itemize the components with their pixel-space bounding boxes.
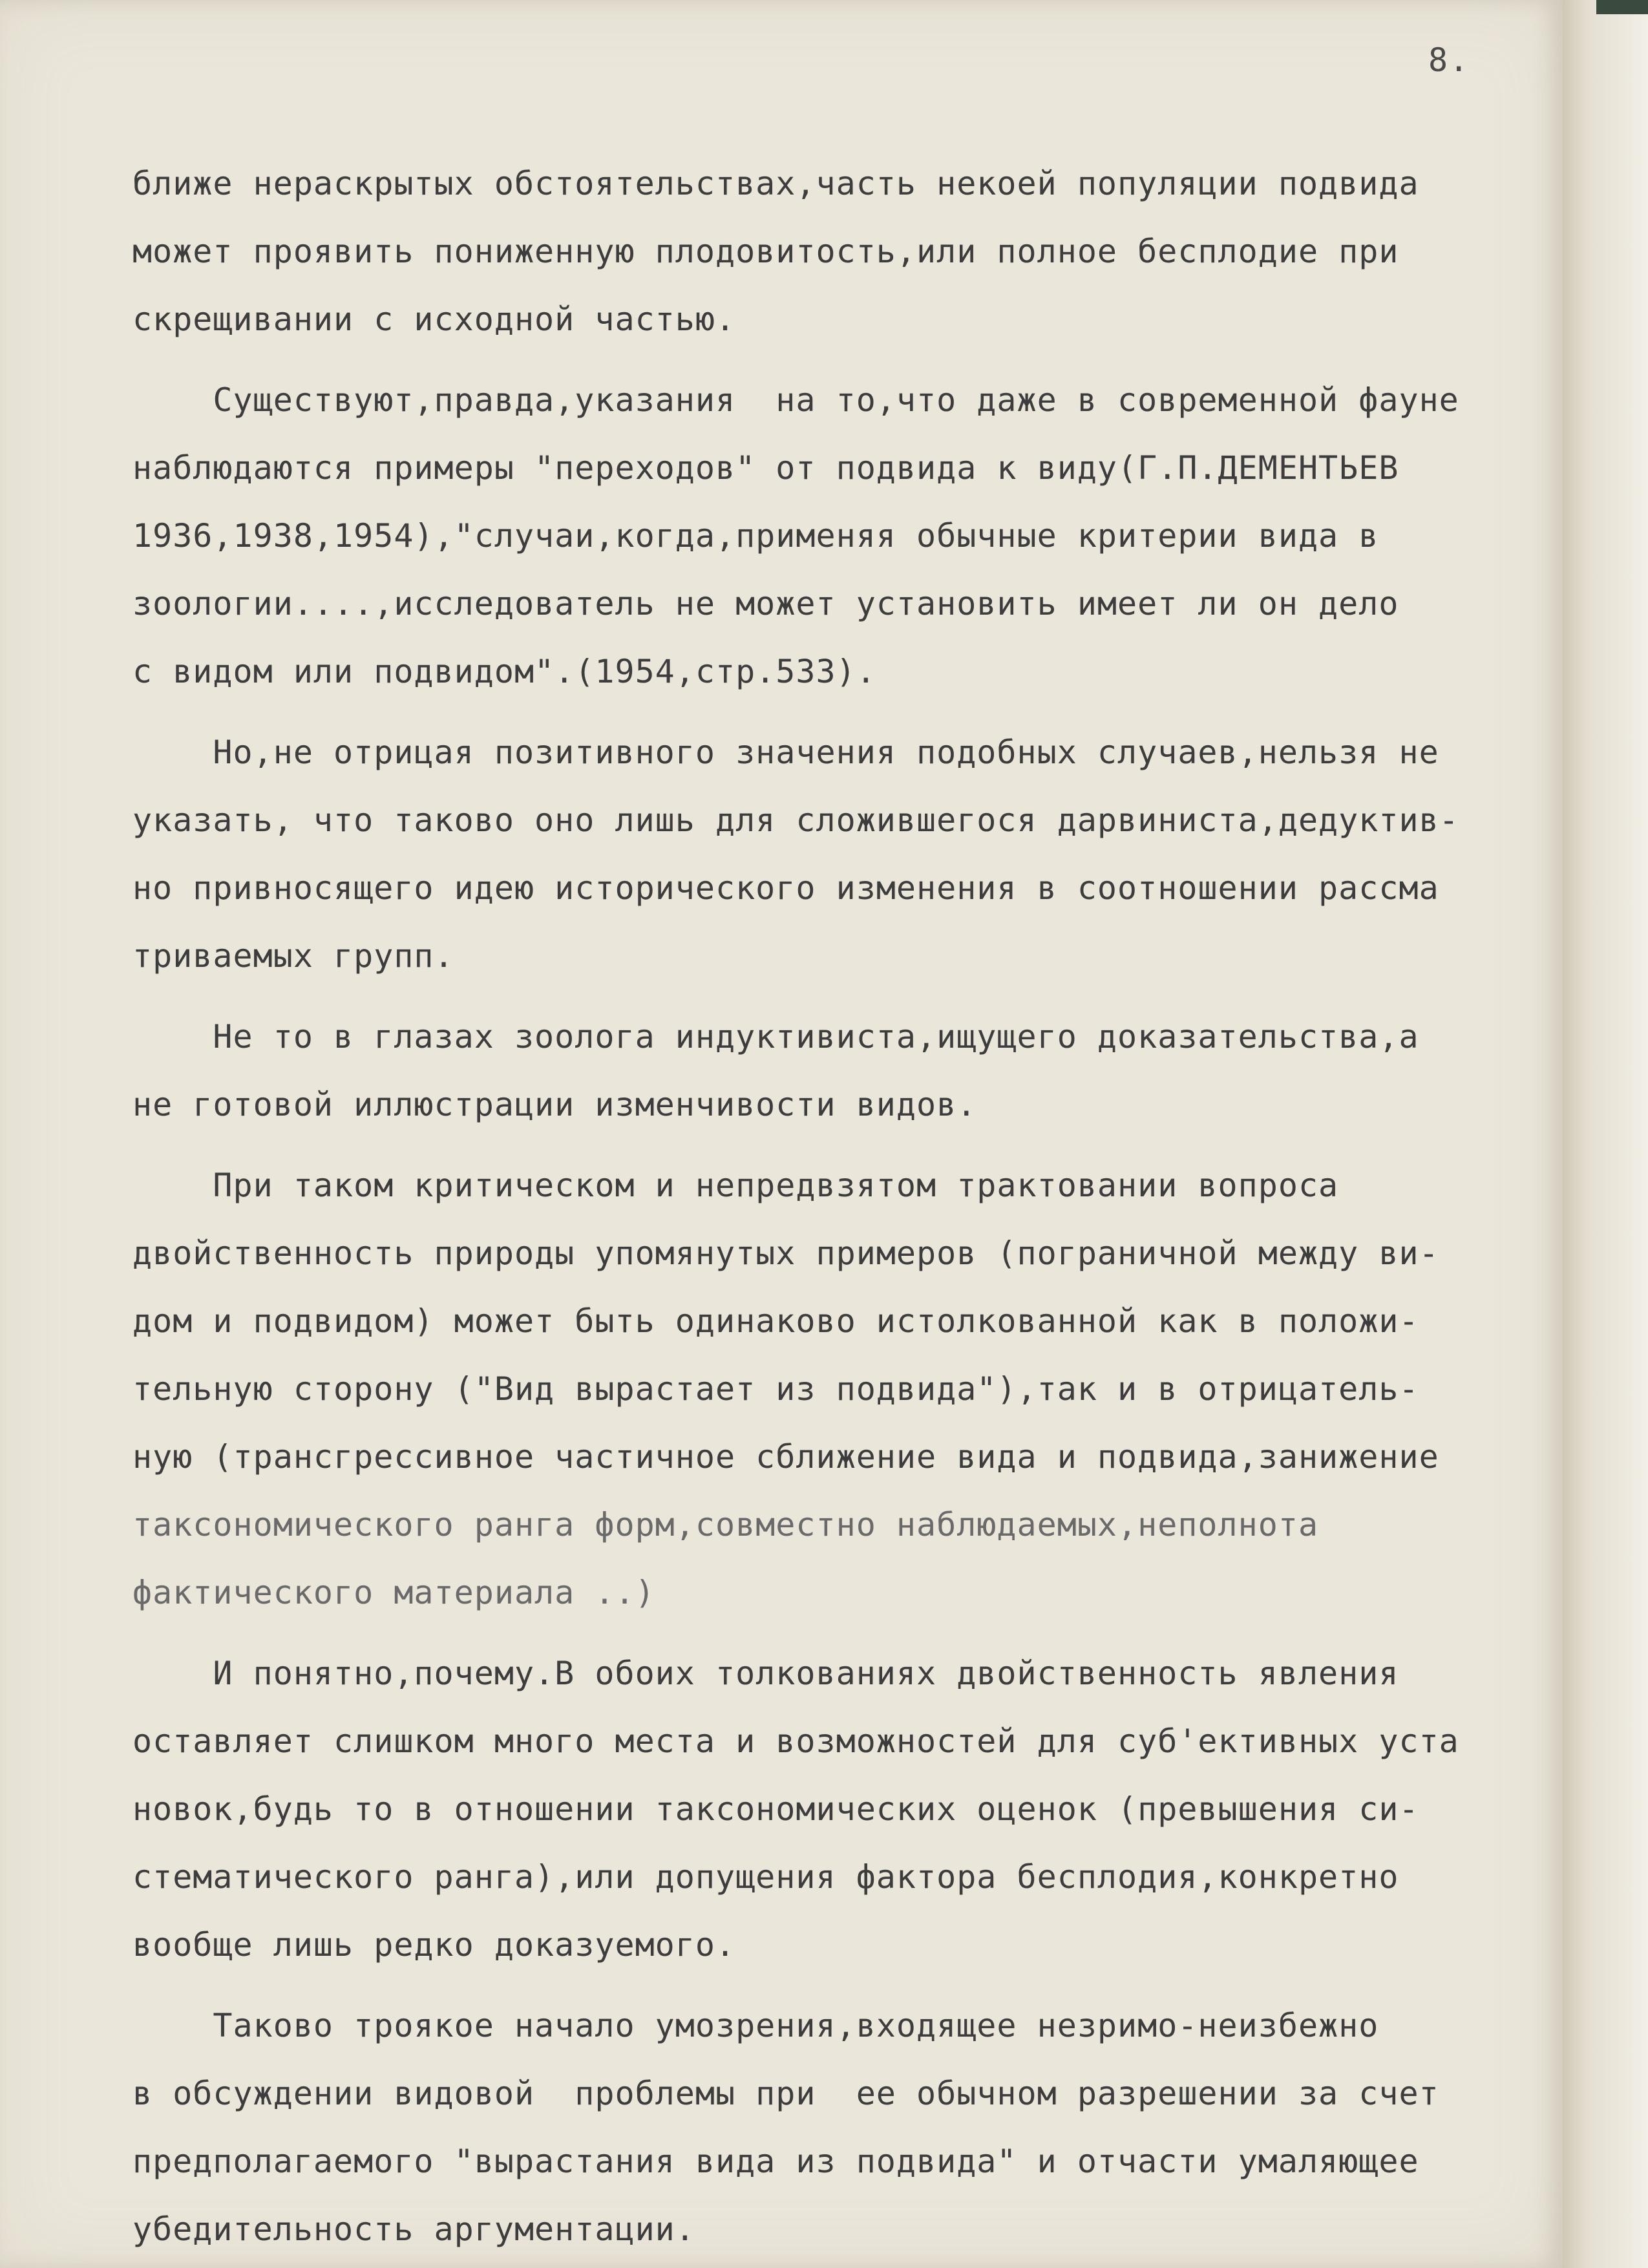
text-line: в обсуждении видовой проблемы при ее обычном разрешении за счет bbox=[132, 2075, 1439, 2112]
text-line: таксономического ранга форм,совместно наблюдаемых,неполнота bbox=[132, 1506, 1319, 1543]
text-line: новок,будь то в отношении таксономических оценок (превышения си- bbox=[132, 1790, 1419, 1828]
text-line: Но,не отрицая позитивного значения подобных случаев,нельзя не bbox=[132, 734, 1439, 771]
text-line: зоологии....,исследователь не может установить имеет ли он дело bbox=[132, 585, 1399, 622]
text-line: 1936,1938,1954),"случаи,когда,применяя обычные критерии вида в bbox=[132, 517, 1379, 555]
text-line: двойственность природы упомянутых примеров (пограничной между ви- bbox=[132, 1235, 1439, 1272]
text-line: ную (трансгрессивное частичное сближение вида и подвида,занижение bbox=[132, 1438, 1439, 1476]
page-number: 8. bbox=[1428, 41, 1470, 79]
text-line: вообще лишь редко доказуемого. bbox=[132, 1926, 736, 1964]
text-line: убедительность аргументации. bbox=[132, 2210, 695, 2248]
text-line: предполагаемого "вырастания вида из подвида" и отчасти умаляющее bbox=[132, 2143, 1419, 2180]
text-line: оставляет слишком много места и возможностей для суб'ективных уста bbox=[132, 1722, 1459, 1760]
text-line: может проявить пониженную плодовитость,или полное бесплодие при bbox=[132, 233, 1399, 270]
text-line: стематического ранга),или допущения фактора бесплодия,конкретно bbox=[132, 1858, 1399, 1896]
document-body bbox=[132, 150, 1563, 2263]
text-line: При таком критическом и непредвзятом трактовании вопроса bbox=[132, 1167, 1339, 1204]
text-line: с видом или подвидом".(1954,стр.533). bbox=[132, 653, 876, 690]
text-line: скрещивании с исходной частью. bbox=[132, 301, 736, 338]
text-line: указать, что таково оно лишь для сложившегося дарвиниста,дедуктив- bbox=[132, 801, 1459, 839]
text-line: наблюдаются примеры "переходов" от подвида к виду(Г.П.ДЕМЕНТЬЕВ bbox=[132, 449, 1399, 487]
binder-corner bbox=[1596, 0, 1648, 14]
text-line: фактического материала ..) bbox=[132, 1574, 655, 1611]
text-line: Существуют,правда,указания на то,что даже в современной фауне bbox=[132, 381, 1459, 419]
text-line: ближе нераскрытых обстоятельствах,часть некоей популяции подвида bbox=[132, 165, 1419, 202]
text-line: дом и подвидом) может быть одинаково истолкованной как в положи- bbox=[132, 1302, 1419, 1340]
page-edge-shadow bbox=[1563, 0, 1648, 2268]
text-line: не готовой иллюстрации изменчивости видов. bbox=[132, 1086, 977, 1123]
text-line: И понятно,почему.В обоих толкованиях двойственность явления bbox=[132, 1655, 1399, 1692]
text-line: Таково троякое начало умозрения,входящее незримо-неизбежно bbox=[132, 2007, 1379, 2044]
text-line: тельную сторону ("Вид вырастает из подвида"),так и в отрицатель- bbox=[132, 1370, 1419, 1408]
text-line: Не то в глазах зоолога индуктивиста,ищущего доказательства,а bbox=[132, 1018, 1419, 1055]
text-line: триваемых групп. bbox=[132, 937, 454, 975]
text-line: но привносящего идею исторического изменения в соотношении рассма bbox=[132, 869, 1439, 907]
